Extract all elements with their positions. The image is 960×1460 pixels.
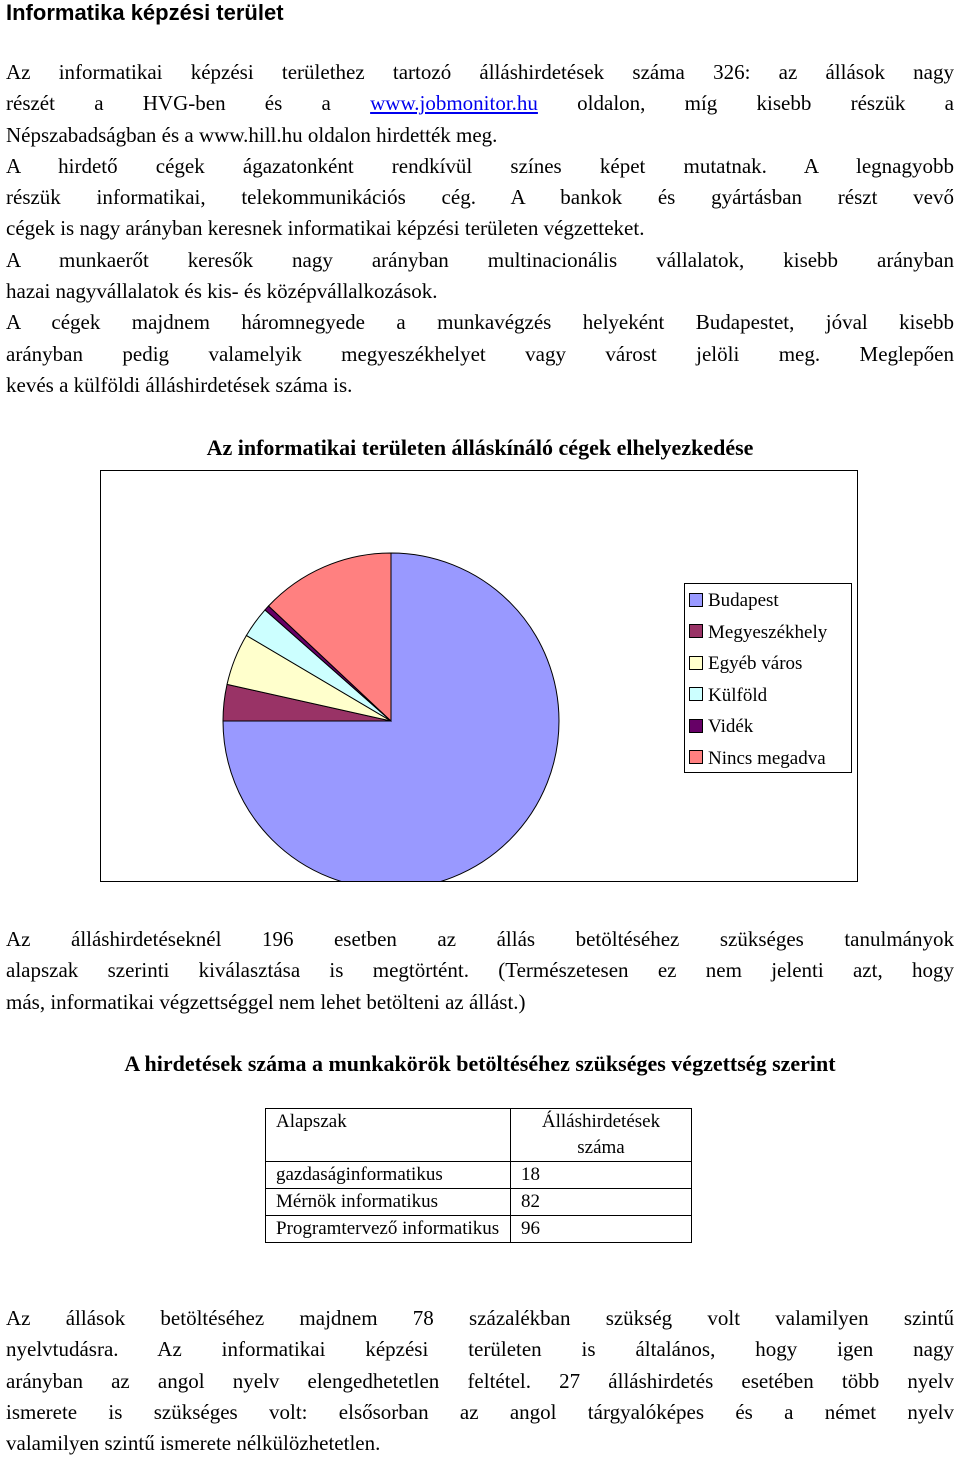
intro-line: részét a HVG-ben és a www.jobmonitor.hu oldalon, míg kisebb részük a xyxy=(6,91,954,116)
table-row xyxy=(266,1162,692,1189)
intro-paragraph xyxy=(6,57,954,401)
table-cell: gazdaságinformatikus xyxy=(266,1162,511,1189)
legend-label: Megyeszékhely xyxy=(708,621,828,643)
table-cell: Mérnök informatikus xyxy=(266,1189,511,1216)
intro-line: cégek is nagy arányban keresnek informatikai képzési területen végzetteket. xyxy=(6,216,645,241)
paragraph-2 xyxy=(6,924,954,1018)
paragraph-line: Az állások betöltéséhez majdnem 78 százalékban szükség volt valamilyen szintű xyxy=(6,1306,954,1330)
legend-swatch xyxy=(689,750,703,764)
paragraph-line: ismerete is szükséges volt: elsősorban az angol tárgyalóképes és a német nyelv xyxy=(6,1399,954,1424)
legend-item xyxy=(689,748,826,770)
jobmonitor-link[interactable]: www.jobmonitor.hu xyxy=(370,91,538,116)
intro-line: A hirdető cégek ágazatonként rendkívül színes képet mutatnak. A legnagyobb xyxy=(6,153,954,178)
table-title: A hirdetések száma a munkakörök betöltéséhez szükséges végzettség szerint xyxy=(124,1051,836,1076)
intro-line: Népszabadságban és a www.hill.hu oldalon hirdették meg. xyxy=(6,122,498,147)
paragraph-3 xyxy=(6,1303,954,1459)
legend-swatch xyxy=(689,656,703,670)
paragraph-line: valamilyen szintű ismerete nélkülözhetetlen. xyxy=(6,1431,381,1456)
legend-item xyxy=(689,716,753,738)
table-header-row xyxy=(266,1109,692,1162)
chart-legend xyxy=(684,583,852,773)
intro-line: kevés a külföldi álláshirdetések száma is. xyxy=(6,372,353,397)
legend-item xyxy=(689,622,827,644)
legend-label: Egyéb város xyxy=(708,653,803,674)
legend-label: Nincs megadva xyxy=(708,747,826,769)
requirements-table xyxy=(265,1108,692,1243)
legend-swatch xyxy=(689,687,703,701)
intro-line: arányban pedig valamelyik megyeszékhelyet vagy várost jelöli meg. Meglepően xyxy=(6,341,954,366)
paragraph-line: arányban az angol nyelv elengedhetetlen feltétel. 27 álláshirdetés esetében több nyelv xyxy=(6,1368,954,1393)
intro-line: Az informatikai képzési területhez tartozó álláshirdetések száma 326: az állások nagy xyxy=(6,60,954,84)
table-cell: 82 xyxy=(511,1189,692,1216)
page-heading: Informatika képzési terület xyxy=(6,0,284,25)
legend-label: Vidék xyxy=(708,716,754,737)
table-row xyxy=(266,1189,692,1216)
header-cell: Álláshirdetések száma xyxy=(511,1109,692,1162)
table-row xyxy=(266,1216,692,1243)
legend-item xyxy=(689,653,802,675)
paragraph-line: alapszak szerinti kiválasztása is megtörtént. (Természetesen ez nem jelenti azt, hogy xyxy=(6,958,954,983)
intro-line: hazai nagyvállalatok és kis- és középvállalkozások. xyxy=(6,279,438,304)
paragraph-line: más, informatikai végzettséggel nem lehet betölteni az állást.) xyxy=(6,989,526,1014)
legend-label: Budapest xyxy=(708,590,779,611)
intro-line: A munkaerőt keresők nagy arányban multinacionális vállalatok, kisebb arányban xyxy=(6,247,954,272)
legend-label: Külföld xyxy=(708,684,768,706)
legend-swatch xyxy=(689,624,703,638)
intro-line: A cégek majdnem háromnegyede a munkavégzés helyeként Budapestet, jóval kisebb xyxy=(6,310,954,335)
legend-swatch xyxy=(689,719,703,733)
table-cell: 96 xyxy=(511,1216,692,1243)
legend-item xyxy=(689,685,767,707)
paragraph-line: nyelvtudásra. Az informatikai képzési területen is általános, hogy igen nagy xyxy=(6,1337,954,1362)
table-cell: Programtervező informatikus xyxy=(266,1216,511,1243)
chart-title: Az informatikai területen álláskínáló cégek elhelyezkedése xyxy=(206,435,754,460)
legend-item xyxy=(689,590,779,612)
paragraph-line: Az álláshirdetéseknél 196 esetben az állás betöltéséhez szükséges tanulmányok xyxy=(6,927,954,951)
header-cell: Alapszak xyxy=(266,1109,511,1162)
intro-line: részük informatikai, telekommunikációs cég. A bankok és gyártásban részt vevő xyxy=(6,185,954,210)
table-cell: 18 xyxy=(511,1162,692,1189)
legend-swatch xyxy=(689,593,703,607)
